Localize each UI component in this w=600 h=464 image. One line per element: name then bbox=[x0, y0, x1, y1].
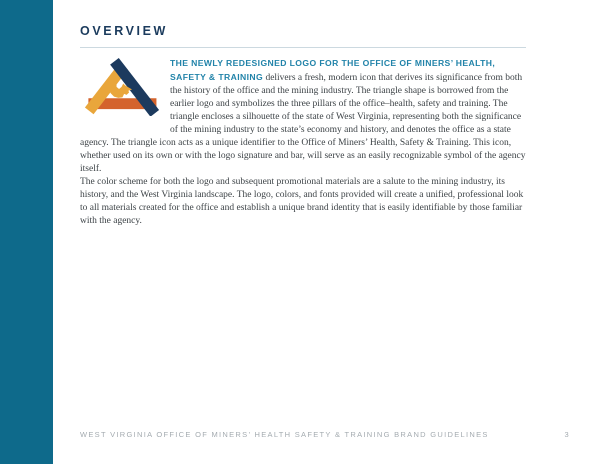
footer-page-number: 3 bbox=[564, 429, 570, 439]
agency-logo bbox=[80, 57, 170, 129]
wv-triangle-logo-icon bbox=[80, 57, 164, 116]
page-footer bbox=[80, 431, 570, 439]
page-title: OVERVIEW bbox=[80, 24, 168, 38]
left-accent-bar bbox=[0, 0, 53, 464]
overview-lead-in: THE NEWLY REDESIGNED LOGO FOR THE OFFICE OF MINERS’ HEALTH, SAFETY & TRAINING bbox=[170, 58, 496, 82]
overview-paragraph-2: The color scheme for both the logo and subsequent promotional materials are a salute to the mining industry, its history, and the West Virginia landscape. The logo, colors, and fonts provided will create a unified, professional look to all materials created for the office and establish a unique brand identity that is easily identifiable by those familiar with the agency. bbox=[80, 177, 524, 226]
title-divider bbox=[80, 47, 526, 48]
overview-paragraph-1-text: delivers a fresh, modern icon that derives its significance from both the history of the office and the mining industry. The triangle shape is borrowed from the earlier logo and symbolizes the three pillars of the office–health, safety and training. The triangle encloses a silhouette of the state of West Virginia, representing both the significance of the mining industry to the state’s economy and history, and denotes the office as a state agency. The triangle icon acts as a unique identifier to the Office of Miners’ Health, Safety & Training. This icon, whether used on its own or with the logo signature and bar, will serve as an easily recognizable symbol of the agency itself. bbox=[80, 73, 526, 174]
page-content bbox=[80, 0, 526, 228]
overview-article bbox=[80, 57, 526, 228]
footer-document-title: WEST VIRGINIA OFFICE OF MINERS’ HEALTH SAFETY & TRAINING BRAND GUIDELINES bbox=[80, 429, 489, 439]
